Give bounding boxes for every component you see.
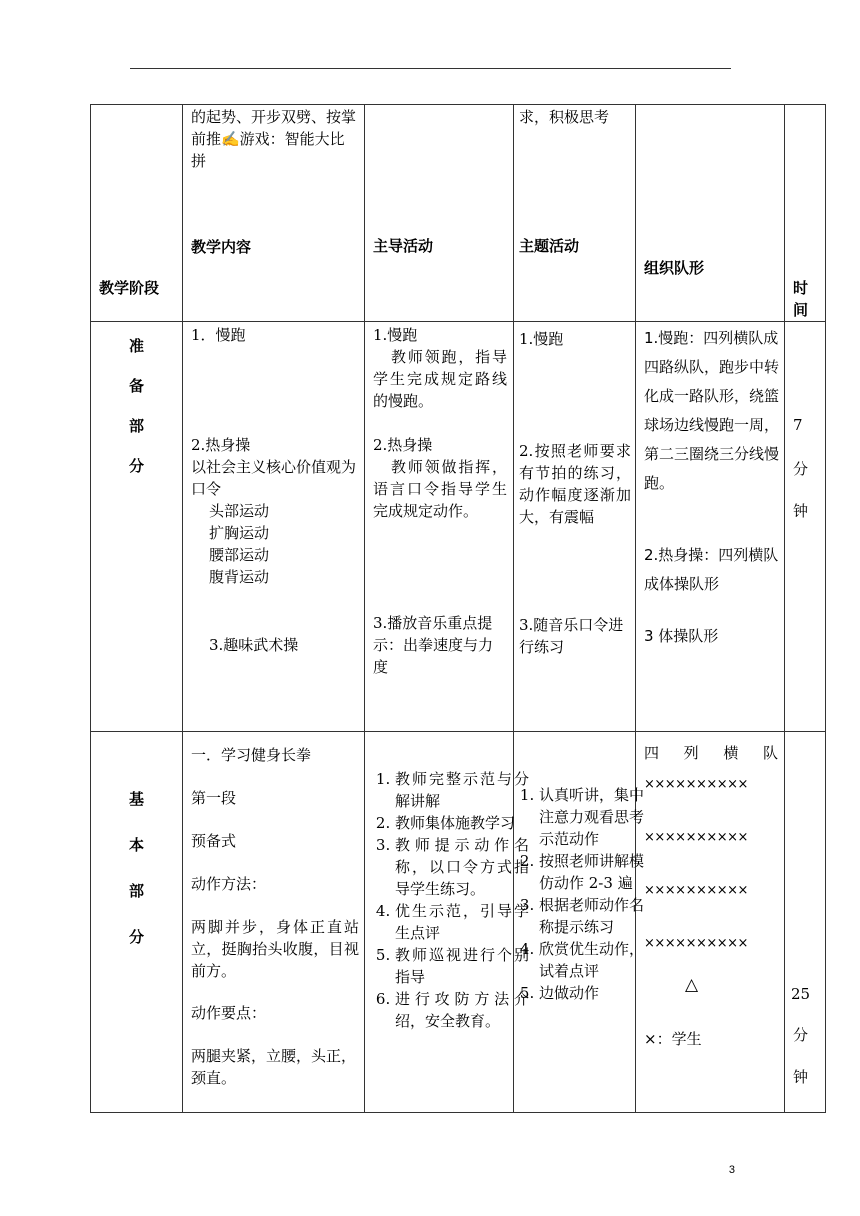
basic-content-pose: 预备式 bbox=[191, 832, 237, 850]
basic-stage-char: 分 bbox=[128, 928, 144, 946]
prep-lead-item2-desc: 教师领做指挥，语言口令指导学生完成规定动作。 bbox=[373, 458, 507, 520]
prep-content-item2-title: 2.热身操 bbox=[191, 436, 251, 454]
list-item: 3. 根据老师动作名称提示练习 bbox=[539, 894, 653, 938]
prep-lead-item1-desc: 教师领跑，指导学生完成规定路线的慢跑。 bbox=[373, 348, 507, 410]
prep-lead-item2-title: 2.热身操 bbox=[373, 436, 433, 454]
theme-header-cell bbox=[514, 105, 636, 322]
prep-time-unit2: 钟 bbox=[793, 502, 809, 520]
basic-formation-title: 四 列 横 队 bbox=[644, 744, 778, 762]
prep-lead-item1-title: 1.慢跑 bbox=[373, 326, 418, 344]
theme-continuation: 求，积极思考 bbox=[519, 108, 610, 126]
prep-formation-item3: 3 体操队形 bbox=[644, 627, 719, 645]
prep-lead-cell bbox=[365, 322, 514, 732]
prep-formation-item2: 2.热身操：四列横队成体操队形 bbox=[644, 546, 779, 593]
prep-content-sub1: 头部运动 bbox=[209, 502, 270, 520]
prep-time-unit1: 分 bbox=[793, 460, 809, 478]
list-item: 4. 优生示范，引导学生点评 bbox=[395, 900, 529, 944]
prep-theme-item3: 3.随音乐口令进行练习 bbox=[519, 616, 624, 656]
formation-header: 组织队形 bbox=[644, 259, 705, 277]
list-item: 3. 教师提示动作名称，以口令方式指导学生练习。 bbox=[395, 834, 529, 900]
prep-stage-char: 分 bbox=[128, 457, 144, 475]
prep-content-sub4: 腹背运动 bbox=[209, 568, 270, 586]
basic-lead-list bbox=[373, 768, 529, 1032]
prep-stage-char: 部 bbox=[128, 417, 144, 435]
basic-time-num: 25 bbox=[791, 985, 811, 1003]
list-item: 4. 欣赏优生动作，试着点评 bbox=[539, 938, 653, 982]
header-rule bbox=[130, 68, 731, 69]
prep-formation-cell bbox=[636, 322, 785, 732]
teacher-triangle-icon: △ bbox=[685, 975, 699, 995]
basic-lead-cell bbox=[365, 732, 529, 1113]
basic-row bbox=[91, 732, 826, 1113]
prep-content-sub3: 腰部运动 bbox=[209, 546, 270, 564]
basic-content-cell bbox=[183, 732, 365, 1113]
basic-content-title: 一．学习健身长拳 bbox=[191, 746, 312, 764]
basic-stage-char: 基 bbox=[128, 790, 144, 808]
formation-row: ×××××××××× bbox=[644, 936, 748, 951]
prep-content-item1: 1．慢跑 bbox=[191, 326, 246, 344]
prep-stage-char: 准 bbox=[128, 337, 144, 355]
formation-row: ×××××××××× bbox=[644, 883, 748, 898]
basic-content-method: 两脚并步，身体正直站立，挺胸抬头收腹，目视前方。 bbox=[191, 918, 359, 980]
list-item: 5. 教师巡视进行个别指导 bbox=[395, 944, 529, 988]
page-number: 3 bbox=[728, 1164, 735, 1176]
list-item: 5. 边做动作 bbox=[539, 982, 653, 1004]
prep-theme-item2: 2.按照老师要求有节拍的练习，动作幅度逐渐加大，有震幅 bbox=[519, 442, 631, 526]
prep-time-num: 7 bbox=[793, 416, 803, 434]
list-item: 1. 教师完整示范与分解讲解 bbox=[395, 768, 529, 812]
time-header-cell bbox=[785, 105, 826, 322]
basic-content-method-label: 动作方法： bbox=[191, 875, 267, 893]
basic-content-key: 两腿夹紧，立腰，头正，颈直。 bbox=[191, 1047, 357, 1087]
basic-content-section: 第一段 bbox=[191, 789, 237, 807]
list-item: 2. 教师集体施教学习 bbox=[395, 812, 529, 834]
prep-theme-cell bbox=[514, 322, 636, 732]
lead-header-cell bbox=[365, 105, 514, 322]
theme-header: 主题活动 bbox=[519, 237, 580, 255]
lead-header: 主导活动 bbox=[373, 237, 434, 255]
list-item: 6. 进行攻防方法介绍，安全教育。 bbox=[395, 988, 529, 1032]
prep-formation-item1: 1.慢跑：四列横队成四路纵队，跑步中转化成一路队形，绕篮球场边线慢跑一周，第二三圈绕三分线慢跑。 bbox=[644, 329, 780, 492]
list-item: 2. 按照老师讲解模仿动作 2-3 遍 bbox=[539, 850, 653, 894]
basic-stage-char: 本 bbox=[128, 836, 144, 854]
basic-theme-list bbox=[517, 784, 653, 1004]
lesson-plan-table bbox=[90, 104, 826, 1113]
prep-content-item3: 3.趣味武术操 bbox=[209, 636, 299, 654]
prep-lead-item3: 3.播放音乐重点提示：出拳速度与力度 bbox=[373, 614, 494, 676]
formation-row: ×××××××××× bbox=[644, 777, 748, 792]
basic-stage-cell bbox=[91, 732, 183, 1113]
basic-theme-cell bbox=[514, 732, 645, 1113]
basic-formation-cell bbox=[636, 732, 785, 1113]
prep-content-sub2: 扩胸运动 bbox=[209, 524, 270, 542]
prep-theme-item1: 1.慢跑 bbox=[519, 330, 564, 348]
list-item: 1. 认真听讲，集中注意力观看思考示范动作 bbox=[539, 784, 653, 850]
header-row bbox=[91, 105, 826, 322]
prep-content-cell bbox=[183, 322, 365, 732]
basic-stage-char: 部 bbox=[128, 882, 144, 900]
prep-stage-char: 备 bbox=[128, 377, 144, 395]
stage-header: 教学阶段 bbox=[99, 279, 160, 297]
time-header: 时间 bbox=[793, 279, 809, 319]
formation-header-cell bbox=[636, 105, 785, 322]
basic-time-unit2: 钟 bbox=[793, 1068, 809, 1086]
content-header-cell bbox=[183, 105, 365, 322]
basic-content-key-label: 动作要点： bbox=[191, 1004, 267, 1022]
prep-time-cell bbox=[785, 322, 826, 732]
content-continuation: 的起势、开步双劈、按掌前推✍游戏：智能大比拼 bbox=[191, 108, 357, 170]
formation-row: ×××××××××× bbox=[644, 830, 748, 845]
stage-header-cell bbox=[91, 105, 183, 322]
content-header: 教学内容 bbox=[191, 238, 252, 256]
prep-row bbox=[91, 322, 826, 732]
prep-content-item2-desc: 以社会主义核心价值观为口令 bbox=[191, 458, 357, 498]
formation-legend: ×：学生 bbox=[644, 1030, 702, 1048]
basic-time-unit1: 分 bbox=[793, 1026, 809, 1044]
basic-time-cell bbox=[785, 732, 826, 1113]
prep-stage-cell bbox=[91, 322, 183, 732]
